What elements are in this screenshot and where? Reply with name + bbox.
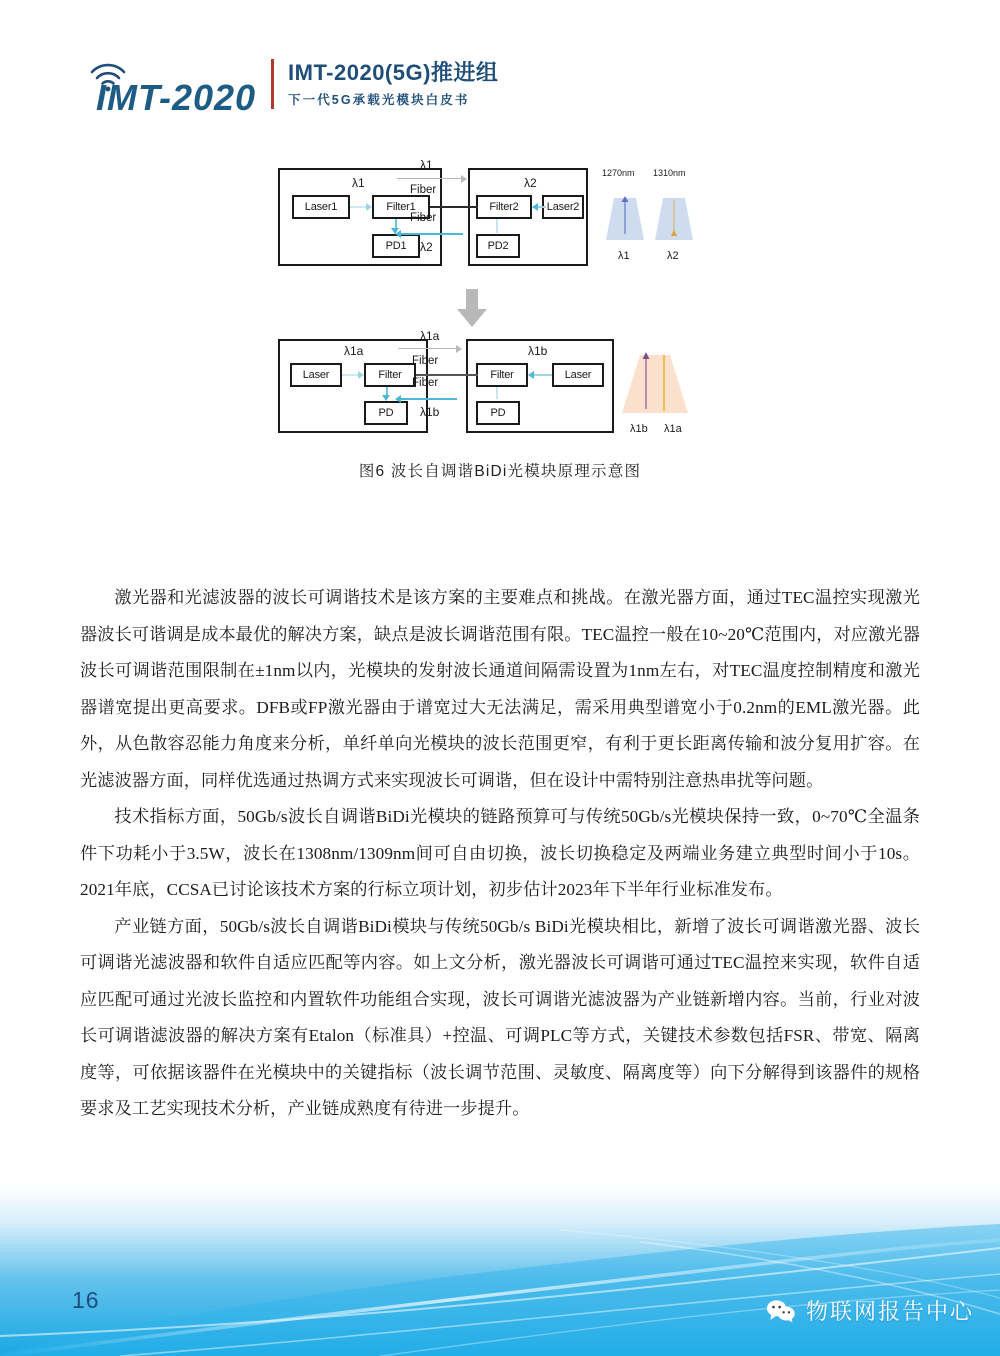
top-left-pd-node: PD1 [372,234,420,258]
bottom-link-upper-lambda: λ1a [420,329,440,343]
bottom-spectrum-graphic [612,337,722,437]
figure-6 [0,160,1000,481]
wechat-icon [766,1298,796,1324]
doc-subtitle: 下一代5G承载光模块白皮书 [288,93,470,108]
bottom-right-internal-lambda: λ1b [528,344,548,358]
svg-text:IMT-2020: IMT-2020 [96,77,257,114]
top-diagram-conventional-bidi [270,160,730,285]
footer-wave-graphic [0,1186,1000,1356]
bottom-link-upper-fiber-label: Fiber [412,355,439,367]
top-spectrum-left-marker: λ1 [618,250,630,262]
body-text [80,580,920,1128]
top-left-laser-node: Laser1 [292,195,350,219]
org-title: IMT-2020(5G)推进组 [288,59,499,85]
footer-brand [766,1295,974,1326]
page-number: 16 [72,1287,100,1313]
top-right-pd-node: PD2 [476,234,520,258]
paragraph-2: 技术指标方面，50Gb/s波长自调谐BiDi光模块的链路预算可与传统50Gb/s光模块保持一致，0~70℃全温条件下功耗小于3.5W，波长在1308nm/1309nm间可自由切换，波长切换稳定及两端业务建立典型时间小于10s。2021年底，CCSA已讨论该技术方案的行标立项计划，初步估计2023年下半年行业标准发布。 [80,807,920,899]
imt-2020-wordmark-icon [82,52,257,114]
top-right-filter-node: Filter2 [476,195,532,219]
bottom-left-internal-lambda: λ1a [344,344,364,358]
bottom-link-lower-lambda: λ1b [420,405,440,419]
transition-down-arrow-icon [455,289,489,334]
imt-2020-logo [82,52,498,114]
bottom-right-laser-node: Laser [552,363,604,387]
page-header [0,0,1000,150]
top-right-internal-lambda: λ2 [524,176,537,190]
bottom-spectrum-left-marker: λ1b [630,423,648,435]
figure-caption: 图6 波长自调谐BiDi光模块原理示意图 [358,463,642,480]
bottom-left-pd-node: PD [364,401,408,425]
bottom-left-filter-node: Filter [364,363,416,387]
footer-brand-name: 物联网报告中心 [805,1299,974,1324]
top-spectrum-right-wavelength: 1310nm [653,168,686,178]
top-right-laser-node: Laser2 [542,195,584,219]
top-link-upper-lambda: λ1 [420,158,433,172]
logo-divider [271,59,274,109]
paragraph-3: 产业链方面，50Gb/s波长自调谐BiDi模块与传统50Gb/s BiDi光模块相比，新增了波长可调谐激光器、波长可调谐光滤波器和软件自适应匹配等内容。如上文分析，激光器波长可调谐可通过TEC温控来实现，软件自适应匹配可通过光波长监控和内置软件功能组合实现，波长可调谐光滤波器为产业链新增内容。当前，行业对波长可调谐滤波器的解决方案有Etalon（标准具）+控温、可调PLC等方式，关键技术参数包括FSR、带宽、隔离度等，可依据该器件在光模块中的关键指标（波长调节范围、灵敏度、隔离度等）向下分解得到该器件的规格要求及工艺实现技术分析，产业链成熟度有待进一步提升。 [80,916,920,1118]
bottom-spectrum-right-marker: λ1a [664,423,682,435]
page-footer [0,1186,1000,1356]
top-spectrum-right-marker: λ2 [667,250,679,262]
bottom-diagram-self-tuning-bidi [270,331,730,449]
bottom-right-filter-node: Filter [476,363,528,387]
top-link-upper-fiber-label: Fiber [410,184,437,196]
top-spectrum-left-wavelength: 1270nm [602,168,635,178]
paragraph-1: 激光器和光滤波器的波长可调谐技术是该方案的主要难点和挑战。在激光器方面，通过TEC温控实现激光器波长可谐调是成本最优的解决方案，缺点是波长调谐范围有限。TEC温控一般在10~20℃范围内，对应激光器波长可调谐范围限制在±1nm以内，光模块的发射波长通道间隔需设置为1nm左右，对TEC温度控制精度和激光器谱宽提出更高要求。DFB或FP激光器由于谱宽过大无法满足，需采用典型谱宽小于0.2nm的EML激光器。此外，从色散容忍能力角度来分析，单纤单向光模块的波长范围更窄，有利于更长距离传输和波分复用扩容。在光滤波器方面，同样优选通过热调方式来实现波长可调谐，但在设计中需特别注意热串扰等问题。 [80,588,920,790]
top-left-filter-node: Filter1 [372,195,430,219]
bottom-left-laser-node: Laser [290,363,342,387]
bottom-link-lower-fiber-label: Fiber [412,377,439,389]
top-link-lower-fiber-label: Fiber [410,212,437,224]
top-left-internal-lambda: λ1 [352,176,365,190]
top-spectrum-graphic [600,168,712,268]
top-link-lower-lambda: λ2 [420,240,433,254]
bottom-right-pd-node: PD [476,401,520,425]
